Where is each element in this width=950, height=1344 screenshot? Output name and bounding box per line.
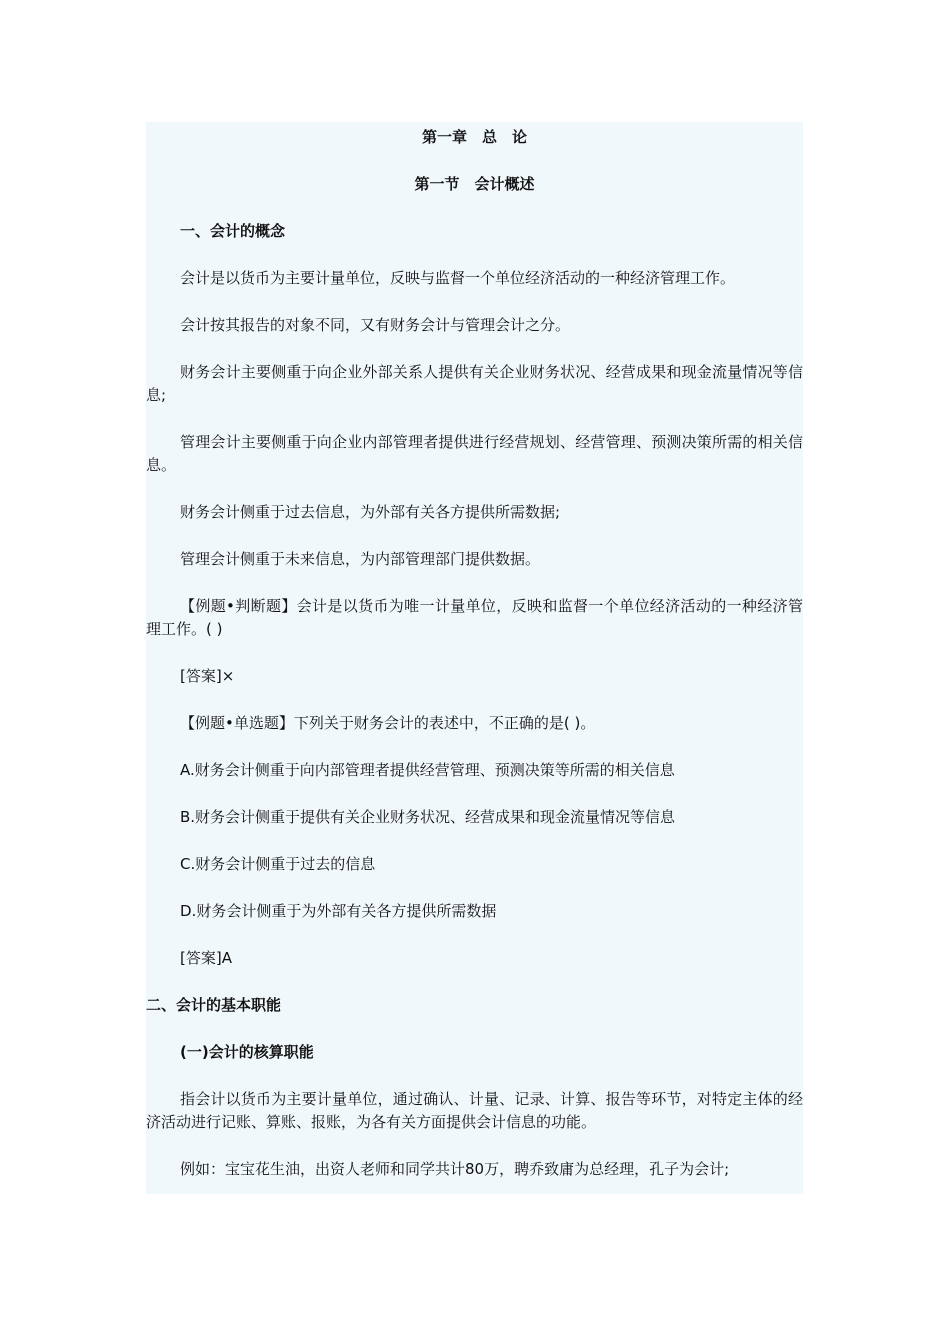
heading-basic-functions: 二、会计的基本职能 (146, 996, 282, 1014)
paragraph: 会计按其报告的对象不同，又有财务会计与管理会计之分。 (180, 316, 571, 334)
answer: [答案]A (180, 949, 232, 967)
document-content (146, 122, 803, 1194)
heading-accounting-function: (一)会计的核算职能 (180, 1043, 314, 1061)
section-title: 第一节 会计概述 (414, 175, 535, 193)
option-a: A.财务会计侧重于向内部管理者提供经营管理、预测决策等所需的相关信息 (180, 761, 675, 779)
example-question: 【例题•判断题】会计是以货币为唯一计量单位，反映和监督一个单位经济活动的一种经济管理工作。( ) (146, 597, 803, 638)
answer: [答案]× (180, 667, 235, 685)
paragraph: 指会计以货币为主要计量单位，通过确认、计量、记录、计算、报告等环节，对特定主体的经济活动进行记账、算账、报账，为各有关方面提供会计信息的功能。 (146, 1090, 803, 1131)
paragraph: 财务会计侧重于过去信息，为外部有关各方提供所需数据; (180, 503, 561, 521)
example-question: 【例题•单选题】下列关于财务会计的表述中，不正确的是( )。 (180, 714, 596, 732)
paragraph: 会计是以货币为主要计量单位，反映与监督一个单位经济活动的一种经济管理工作。 (180, 269, 736, 287)
paragraph: 例如：宝宝花生油，出资人老师和同学共计80万，聘乔致庸为总经理，孔子为会计; (180, 1160, 730, 1178)
option-b: B.财务会计侧重于提供有关企业财务状况、经营成果和现金流量情况等信息 (180, 808, 676, 826)
chapter-title: 第一章 总 论 (421, 128, 527, 146)
heading-concept: 一、会计的概念 (180, 222, 286, 240)
paragraph: 管理会计侧重于未来信息，为内部管理部门提供数据。 (180, 550, 541, 568)
option-c: C.财务会计侧重于过去的信息 (180, 855, 376, 873)
paragraph: 财务会计主要侧重于向企业外部关系人提供有关企业财务状况、经营成果和现金流量情况等信息; (146, 363, 803, 404)
option-d: D.财务会计侧重于为外部有关各方提供所需数据 (180, 902, 497, 920)
paragraph: 管理会计主要侧重于向企业内部管理者提供进行经营规划、经营管理、预测决策所需的相关信息。 (146, 433, 803, 474)
